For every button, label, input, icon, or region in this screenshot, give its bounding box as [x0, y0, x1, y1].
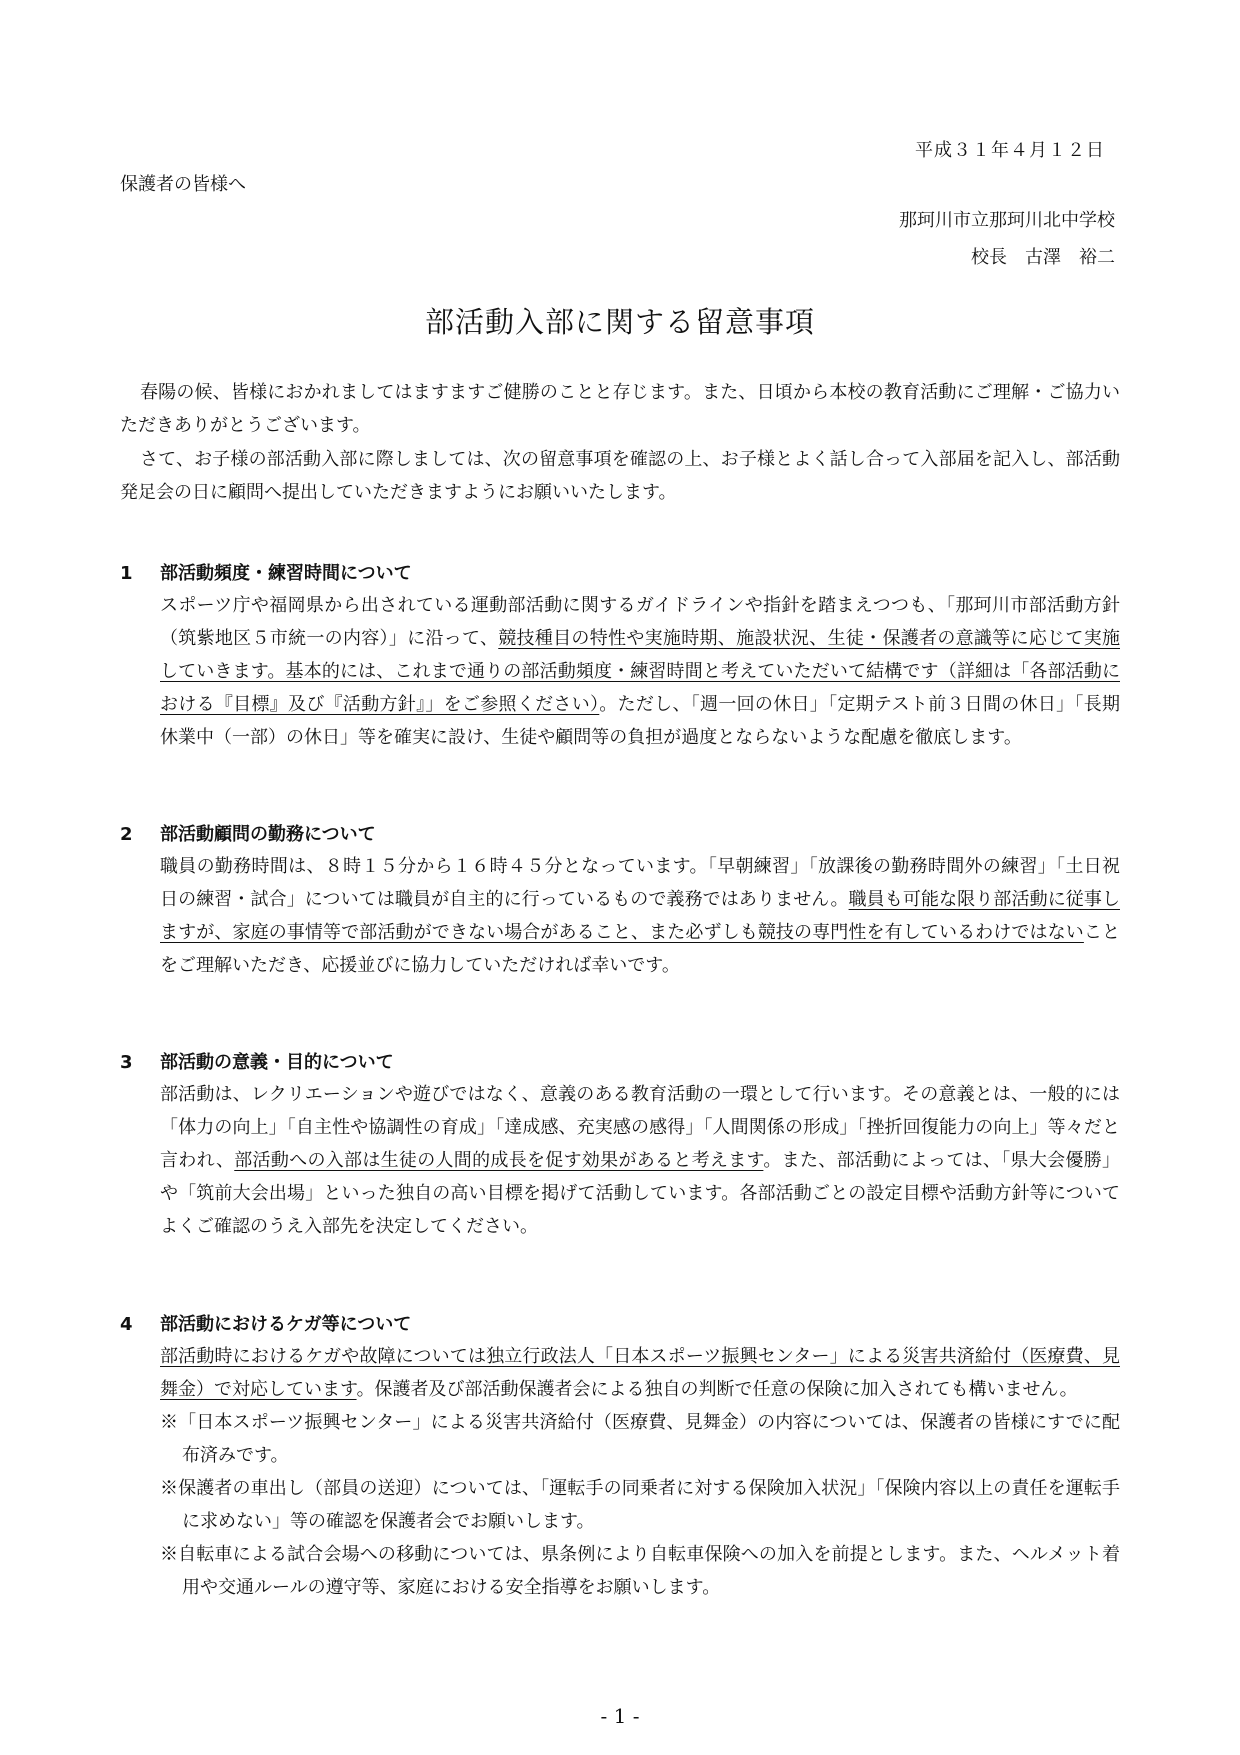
note-2: ※保護者の車出し（部員の送迎）については、「運転手の同乗者に対する保険加入状況」「保険内容以上の責任を運転手に求めない」等の確認を保護者会でお願いします。 [160, 1478, 1120, 1532]
section-2-underlined-text: 職員も可能な限り部活動に従事しますが、家庭の事情等で部活動ができない場合があること、また必ずしも競技の専門性を有しているわけではない [160, 889, 1120, 943]
section-1-body [120, 589, 1120, 754]
section-1-heading-text: 部活動頻度・練習時間について [160, 563, 412, 584]
section-1-text: スポーツ庁や福岡県から出されている運動部活動に関するガイドラインや指針を踏まえつつも、「那珂川市部活動方針（筑紫地区５市統一の内容）」に沿って、 [160, 595, 1120, 649]
section-3-text: 部活動は、レクリエーションや遊びではなく、意義のある教育活動の一環として行います。その意義とは、一般的には「体力の向上」「自主性や協調性の育成」「達成感、充実感の感得」「人間関係の形成」「挫折回復能力の向上」等々だと言われ、 [160, 1084, 1120, 1171]
section-4-text-end: 。保護者及び部活動保護者会による独自の判断で任意の保険に加入されても構いません。 [356, 1379, 1078, 1400]
document-title: 部活動入部に関する留意事項 [424, 305, 815, 339]
section-3-text-end: 。また、部活動によっては、「県大会優勝」や「筑前大会出場」といった独自の高い目標を掲げて活動しています。各部活動ごとの設定目標や活動方針等についてよくご確認のうえ入部先を決定してください。 [160, 1150, 1120, 1237]
section-1 [120, 559, 1120, 754]
section-4-number: 4 [120, 1314, 133, 1335]
section-4 [120, 1310, 1120, 1604]
note-3: ※自転車による試合会場への移動については、県条例により自転車保険への加入を前提とします。また、ヘルメット着用や交通ルールの遵守等、家庭における安全指導をお願いします。 [160, 1544, 1120, 1598]
section-2-heading-text: 部活動顧問の勤務について [160, 824, 376, 845]
section-1-underlined-text: 競技種目の特性や実施時期、施設状況、生徒・保護者の意識等に応じて実施していきます。基本的には、これまで通りの部活動頻度・練習時間と考えていただいて結構です（詳細は「各部活動における『目標』及び『活動方針』」をご参照ください） [160, 628, 1120, 715]
addressee: 保護者の皆様へ [120, 174, 246, 195]
section-2-body [120, 850, 1120, 982]
section-2-number: 2 [120, 824, 133, 845]
section-3-heading-text: 部活動の意義・目的について [160, 1052, 394, 1073]
note-1: ※「日本スポーツ振興センター」による災害共済給付（医療費、見舞金）の内容については、保護者の皆様にすでに配布済みです。 [160, 1412, 1120, 1466]
intro-paragraph-2: さて、お子様の部活動入部に際しましては、次の留意事項を確認の上、お子様とよく話し合って入部届を記入し、部活動発足会の日に顧問へ提出していただきますようにお願いいたします。 [120, 449, 1120, 503]
section-1-heading [120, 559, 1120, 589]
section-3 [120, 1048, 1120, 1243]
section-3-heading [120, 1048, 1120, 1078]
section-4-body [120, 1340, 1120, 1406]
intro-section [120, 376, 1120, 510]
section-4-heading [120, 1310, 1120, 1340]
principal-name: 校長 古澤 裕二 [971, 247, 1115, 268]
document-date: 平成３１年４月１２日 [915, 140, 1105, 161]
section-2-text: 職員の勤務時間は、８時１５分から１６時４５分となっています。「早朝練習」「放課後の勤務時間外の練習」「土日祝日の練習・試合」については職員が自主的に行っているもので義務ではありません。 [160, 856, 1120, 910]
section-3-number: 3 [120, 1052, 133, 1073]
section-2-heading [120, 820, 1120, 850]
section-2-text-end: ことをご理解いただき、応援並びに協力していただければ幸いです。 [160, 922, 1121, 976]
page-number: - 1 - [600, 1704, 640, 1728]
intro-paragraph-1: 春陽の候、皆様におかれましてはますますご健勝のことと存じます。また、日頃から本校の教育活動にご理解・ご協力いただきありがとうございます。 [120, 382, 1120, 436]
section-4-underlined-text: 部活動時におけるケガや故障については独立行政法人「日本スポーツ振興センター」による災害共済給付（医療費、見舞金）で対応しています [160, 1346, 1120, 1400]
section-3-body [120, 1078, 1120, 1243]
section-2 [120, 820, 1120, 982]
section-4-heading-text: 部活動におけるケガ等について [160, 1314, 412, 1335]
section-3-underlined-text: 部活動への入部は生徒の人間的成長を促す効果があると考えます [234, 1150, 764, 1171]
section-1-text-end: 。ただし、「週一回の休日」「定期テスト前３日間の休日」「長期休業中（一部）の休日」等を確実に設け、生徒や顧問等の負担が過度とならないような配慮を徹底します。 [160, 694, 1120, 748]
school-name: 那珂川市立那珂川北中学校 [899, 210, 1115, 231]
section-1-number: 1 [120, 563, 133, 584]
